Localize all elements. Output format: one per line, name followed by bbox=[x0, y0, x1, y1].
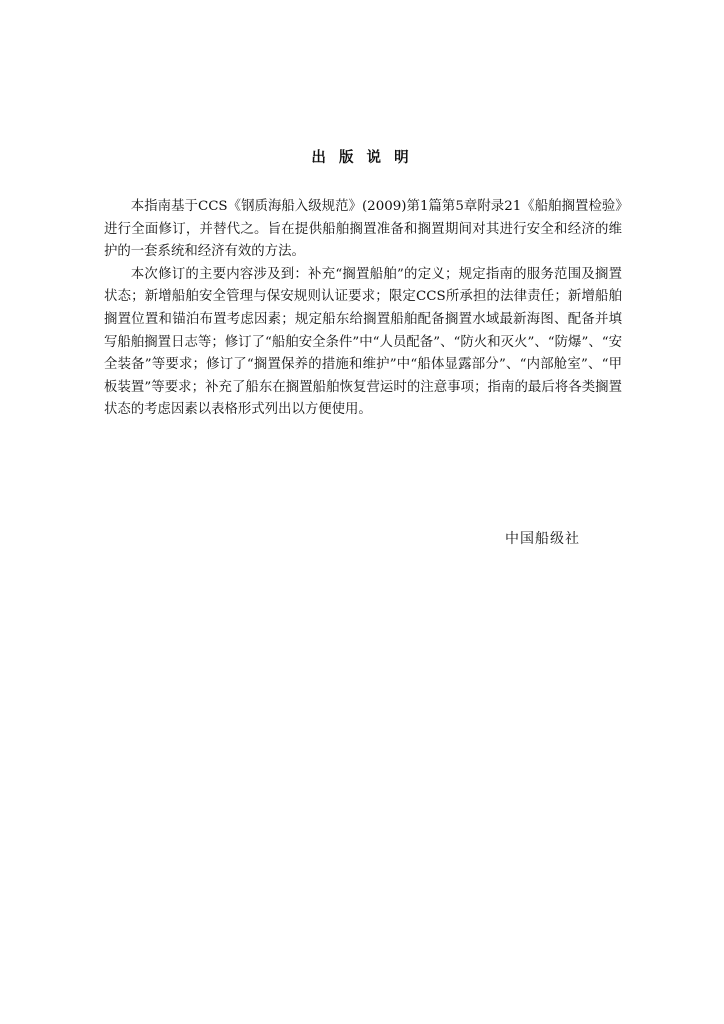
document-body bbox=[104, 196, 622, 422]
publisher-signature: 中国船级社 bbox=[505, 531, 580, 547]
paragraph-revision-content: 本次修订的主要内容涉及到：补充“搁置船舶”的定义；规定指南的服务范围及搁置状态；新增船舶安全管理与保安规则认证要求；限定CCS所承担的法律责任；新增船舶搁置位置和锚泊布置考虑因素；规定船东给搁置船舶配备搁置水域最新海图、配备并填写船舶搁置日志等；修订了“船舶安全条件”中“人员配备”、“防火和灭火”、“防爆”、“安全装备”等要求；修订了“搁置保养的措施和维护”中“船体显露部分”、“内部舱室”、“甲板装置”等要求；补充了船东在搁置船舶恢复营运时的注意事项；指南的最后将各类搁置状态的考虑因素以表格形式列出以方便使用。 bbox=[104, 266, 622, 418]
paragraph-purpose: 本指南基于CCS《钢质海船入级规范》(2009)第1篇第5章附录21《船舶搁置检验》进行全面修订，并替代之。旨在提供船舶搁置准备和搁置期间对其进行安全和经济的维护的一套系统和经济有效的方法。 bbox=[104, 199, 622, 260]
page-title: 出 版 说 明 bbox=[311, 149, 413, 166]
